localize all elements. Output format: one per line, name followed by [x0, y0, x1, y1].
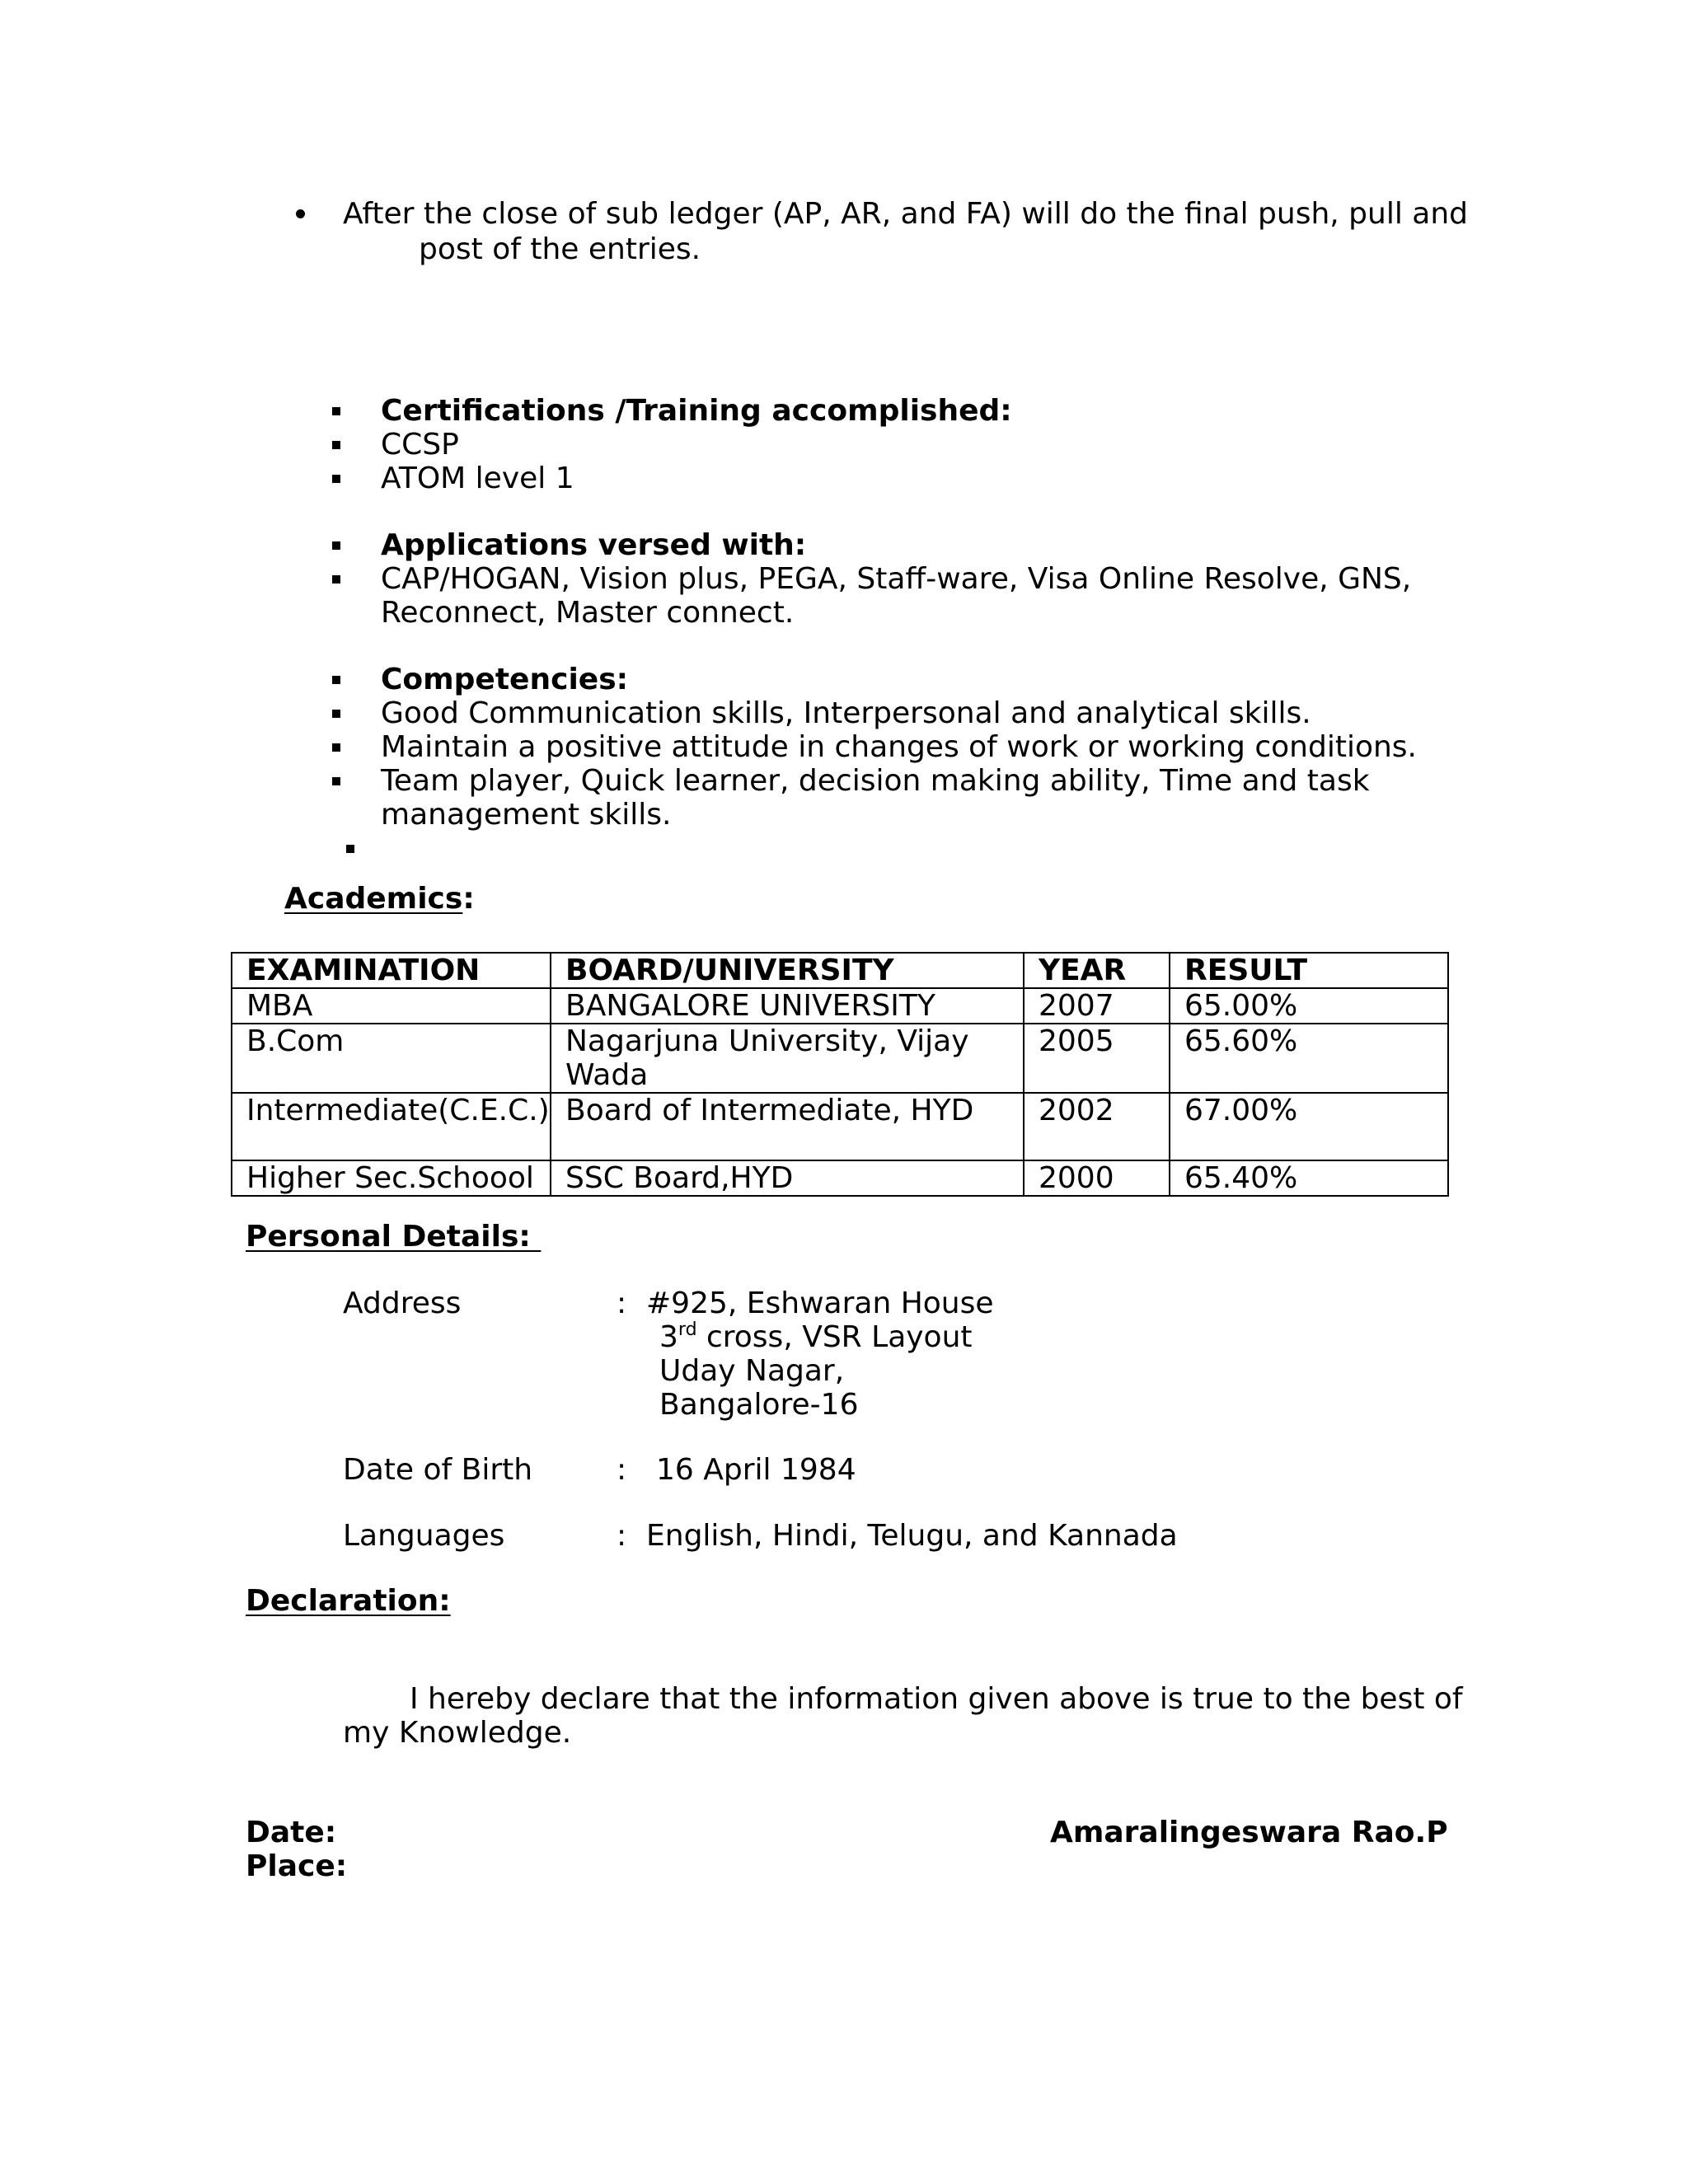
address-label: Address: [343, 1286, 462, 1320]
applications-heading: Applications versed with:: [381, 528, 807, 562]
intro-line-2: post of the entries.: [419, 232, 701, 266]
table-cell: 2002: [1024, 1093, 1170, 1160]
table-cell: Intermediate(C.E.C.): [232, 1093, 551, 1160]
certification-item: CCSP: [381, 428, 459, 462]
certifications-heading: Certifications /Training accomplished:: [381, 394, 1012, 428]
table-cell: 65.00%: [1170, 988, 1448, 1024]
address-line-1: #925, Eshwaran House: [646, 1286, 994, 1320]
competency-item-line-2: management skills.: [381, 798, 672, 832]
address-line-2-number: 3: [659, 1320, 678, 1354]
square-bullet: [332, 743, 340, 752]
table-cell: 65.60%: [1170, 1024, 1448, 1093]
academics-heading-text: Academics: [284, 882, 463, 916]
address-line-2-rest: cross, VSR Layout: [696, 1320, 973, 1354]
address-line-2: [659, 1320, 973, 1354]
address-line-4: Bangalore-16: [659, 1388, 859, 1422]
languages-label: Languages: [343, 1519, 505, 1553]
signature-name: Amaralingeswara Rao.P: [1050, 1816, 1448, 1849]
academics-table: [231, 952, 1449, 1197]
table-cell: 2000: [1024, 1160, 1170, 1196]
address-line-2-ordinal: rd: [678, 1319, 697, 1340]
declaration-line-2: my Knowledge.: [343, 1716, 572, 1750]
table-cell: MBA: [232, 988, 551, 1024]
table-cell: Higher Sec.Schoool: [232, 1160, 551, 1196]
dob-value: 16 April 1984: [656, 1453, 856, 1487]
dob-label: Date of Birth: [343, 1453, 533, 1487]
square-bullet: [332, 777, 340, 785]
table-header-cell: BOARD/UNIVERSITY: [551, 953, 1024, 988]
place-label: Place:: [246, 1849, 348, 1883]
table-header-cell: YEAR: [1024, 953, 1170, 988]
bullet-dot: [296, 209, 305, 218]
competency-item: Good Communication skills, Interpersonal and analytical skills.: [381, 696, 1311, 730]
table-row: [232, 1160, 1448, 1196]
address-colon: :: [617, 1286, 627, 1320]
applications-line-2: Reconnect, Master connect.: [381, 596, 795, 630]
table-cell: BANGALORE UNIVERSITY: [551, 988, 1024, 1024]
square-bullet: [332, 575, 340, 583]
table-row: [232, 1024, 1448, 1093]
academics-heading: [284, 882, 475, 916]
competencies-heading: Competencies:: [381, 663, 629, 696]
square-bullet: [332, 541, 340, 550]
table-cell: B.Com: [232, 1024, 551, 1093]
date-label: Date:: [246, 1816, 337, 1849]
table-cell: 2005: [1024, 1024, 1170, 1093]
table-header-cell: EXAMINATION: [232, 953, 551, 988]
certification-item: ATOM level 1: [381, 462, 574, 495]
square-bullet: [332, 676, 340, 684]
languages-value: English, Hindi, Telugu, and Kannada: [646, 1519, 1178, 1553]
applications-line-1: CAP/HOGAN, Vision plus, PEGA, Staff-ware, Visa Online Resolve, GNS,: [381, 562, 1412, 596]
square-bullet: [332, 475, 340, 483]
declaration-heading: Declaration:: [246, 1584, 451, 1618]
table-row: [232, 1093, 1448, 1160]
square-bullet: [332, 710, 340, 718]
square-bullet: [332, 407, 340, 415]
dob-colon: :: [617, 1453, 627, 1487]
table-cell: SSC Board,HYD: [551, 1160, 1024, 1196]
declaration-line-1: I hereby declare that the information given above is true to the best of: [410, 1682, 1463, 1716]
table-cell: 2007: [1024, 988, 1170, 1024]
competency-item: Maintain a positive attitude in changes of work or working conditions.: [381, 730, 1417, 764]
table-cell: 67.00%: [1170, 1093, 1448, 1160]
table-header-row: [232, 953, 1448, 988]
personal-details-heading: Personal Details:: [246, 1220, 542, 1254]
table-cell: Board of Intermediate, HYD: [551, 1093, 1024, 1160]
competency-item-line-1: Team player, Quick learner, decision making ability, Time and task: [381, 764, 1370, 798]
academics-heading-colon: :: [462, 882, 475, 916]
table-cell: 65.40%: [1170, 1160, 1448, 1196]
address-line-3: Uday Nagar,: [659, 1354, 845, 1388]
table-row: [232, 988, 1448, 1024]
table-header-cell: RESULT: [1170, 953, 1448, 988]
intro-line-1: After the close of sub ledger (AP, AR, and FA) will do the final push, pull and: [343, 197, 1469, 231]
languages-colon: :: [617, 1519, 627, 1553]
square-bullet: [332, 441, 340, 449]
empty-square-bullet: [346, 845, 354, 853]
table-cell: Nagarjuna University, Vijay Wada: [551, 1024, 1024, 1093]
